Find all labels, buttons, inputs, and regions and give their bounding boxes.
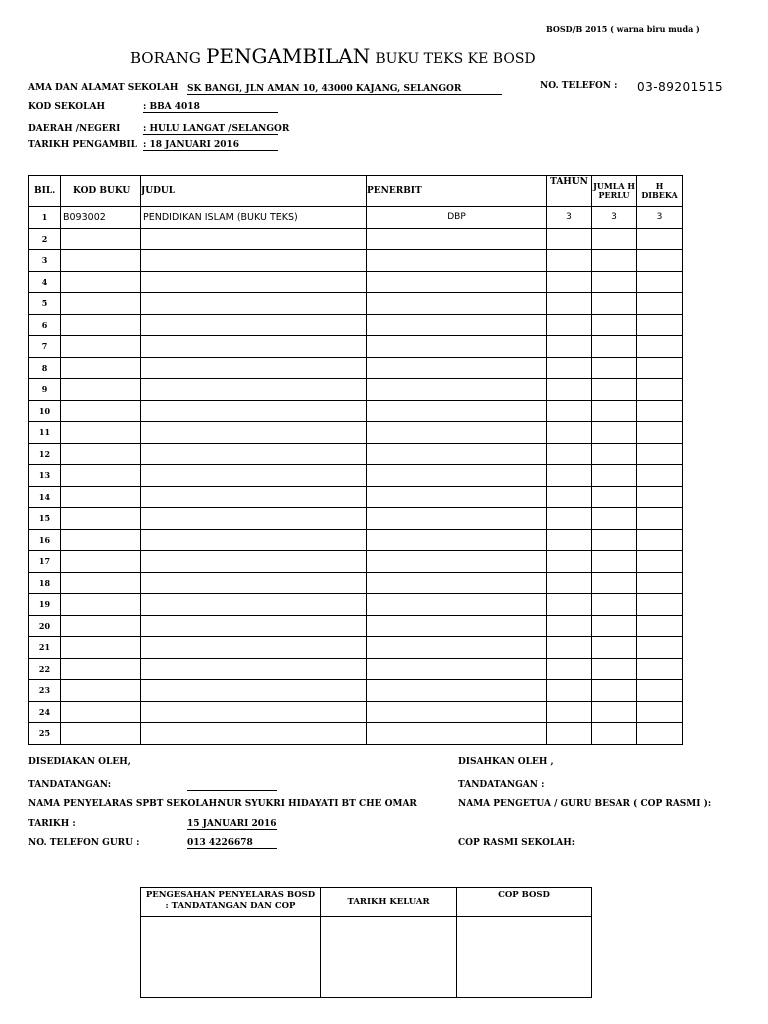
cell-judul — [141, 250, 367, 272]
cell-perlu — [592, 250, 637, 272]
tarikh-label: TARIKH : — [28, 819, 76, 829]
cell-judul — [141, 400, 367, 422]
school-value: SK BANGI, JLN AMAN 10, 43000 KAJANG, SELANGOR — [187, 84, 502, 95]
title-prefix: BORANG — [130, 49, 201, 67]
cell-judul — [141, 615, 367, 637]
cell-kod — [61, 357, 141, 379]
cell-tahun — [547, 422, 592, 444]
cell-dibekal — [637, 701, 683, 723]
cell-bil: 5 — [29, 293, 61, 315]
cell-tahun — [547, 658, 592, 680]
bosd-col-date: TARIKH KELUAR — [321, 888, 457, 917]
cell-kod — [61, 314, 141, 336]
cell-penerbit — [367, 357, 547, 379]
cell-tahun — [547, 336, 592, 358]
cell-perlu — [592, 486, 637, 508]
cell-bil: 23 — [29, 680, 61, 702]
col-tahun: TAHUN — [547, 176, 592, 207]
approved-label: DISAHKAN OLEH , — [458, 757, 554, 767]
cell-kod — [61, 615, 141, 637]
cell-bil: 1 — [29, 207, 61, 229]
district-label: DAERAH /NEGERI — [28, 124, 121, 134]
cell-dibekal — [637, 293, 683, 315]
cell-bil: 4 — [29, 271, 61, 293]
col-judul: JUDUL — [141, 176, 367, 207]
cell-tahun — [547, 508, 592, 530]
cell-kod — [61, 701, 141, 723]
cell-perlu — [592, 701, 637, 723]
book-table — [28, 175, 683, 745]
cell-perlu — [592, 271, 637, 293]
cell-judul: PENDIDIKAN ISLAM (BUKU TEKS) — [141, 207, 367, 229]
cell-bil: 22 — [29, 658, 61, 680]
cell-bil: 3 — [29, 250, 61, 272]
cell-perlu — [592, 637, 637, 659]
cell-tahun — [547, 615, 592, 637]
cell-kod — [61, 443, 141, 465]
bosd-cell-verify — [141, 917, 321, 998]
table-row — [29, 723, 683, 745]
table-row — [29, 508, 683, 530]
cell-tahun — [547, 723, 592, 745]
cell-perlu — [592, 508, 637, 530]
cell-kod — [61, 271, 141, 293]
cell-dibekal — [637, 271, 683, 293]
tel-label: NO. TELEFON GURU : — [28, 838, 140, 848]
school-label: AMA DAN ALAMAT SEKOLAH — [28, 83, 179, 93]
cell-tahun — [547, 293, 592, 315]
code-value: : BBA 4018 — [143, 102, 278, 113]
prepared-label: DISEDIAKAN OLEH, — [28, 757, 131, 767]
cell-judul — [141, 314, 367, 336]
table-row — [29, 314, 683, 336]
cell-perlu — [592, 594, 637, 616]
date-value: : 18 JANUARI 2016 — [143, 140, 278, 151]
cell-perlu — [592, 336, 637, 358]
cell-tahun — [547, 271, 592, 293]
bosd-body-row — [141, 917, 592, 998]
cell-dibekal — [637, 400, 683, 422]
table-row — [29, 486, 683, 508]
cell-judul — [141, 486, 367, 508]
cell-perlu — [592, 228, 637, 250]
cell-penerbit — [367, 723, 547, 745]
cell-bil: 25 — [29, 723, 61, 745]
cell-tahun — [547, 357, 592, 379]
cell-kod — [61, 465, 141, 487]
cell-kod — [61, 400, 141, 422]
cell-penerbit — [367, 637, 547, 659]
table-row — [29, 357, 683, 379]
cell-dibekal — [637, 357, 683, 379]
table-row — [29, 680, 683, 702]
cell-judul — [141, 228, 367, 250]
col-bil: BIL. — [29, 176, 61, 207]
coord-value: NUR SYUKRI HIDAYATI BT CHE OMAR — [218, 799, 417, 809]
cell-judul — [141, 508, 367, 530]
cell-bil: 10 — [29, 400, 61, 422]
cell-kod — [61, 680, 141, 702]
cell-penerbit — [367, 400, 547, 422]
phone-value: 03-89201515 — [637, 80, 724, 94]
cell-bil: 20 — [29, 615, 61, 637]
sign-line — [187, 790, 277, 791]
col-kod: KOD BUKU — [61, 176, 141, 207]
cell-tahun — [547, 228, 592, 250]
cell-perlu — [592, 357, 637, 379]
table-row — [29, 572, 683, 594]
cell-penerbit — [367, 293, 547, 315]
col-penerbit: PENERBIT — [367, 176, 547, 207]
cell-dibekal — [637, 637, 683, 659]
cell-bil: 7 — [29, 336, 61, 358]
table-row — [29, 250, 683, 272]
cell-perlu — [592, 723, 637, 745]
cell-kod — [61, 637, 141, 659]
table-row — [29, 207, 683, 229]
cell-perlu — [592, 400, 637, 422]
bosd-col-verify: PENGESAHAN PENYELARAS BOSD : TANDATANGAN DAN COP — [141, 888, 321, 917]
cell-bil: 16 — [29, 529, 61, 551]
cell-penerbit — [367, 701, 547, 723]
table-row — [29, 228, 683, 250]
cell-bil: 6 — [29, 314, 61, 336]
table-row — [29, 422, 683, 444]
cell-dibekal: 3 — [637, 207, 683, 229]
cell-dibekal — [637, 336, 683, 358]
cell-judul — [141, 723, 367, 745]
cell-bil: 13 — [29, 465, 61, 487]
cell-kod — [61, 422, 141, 444]
cell-penerbit — [367, 572, 547, 594]
cell-penerbit — [367, 615, 547, 637]
cell-bil: 15 — [29, 508, 61, 530]
bosd-cell-date — [321, 917, 457, 998]
cell-penerbit — [367, 508, 547, 530]
cell-dibekal — [637, 594, 683, 616]
cell-judul — [141, 701, 367, 723]
cell-bil: 8 — [29, 357, 61, 379]
cell-bil: 24 — [29, 701, 61, 723]
district-value: : HULU LANGAT /SELANGOR — [143, 124, 290, 134]
form-code: BOSD/B 2015 ( warna biru muda ) — [546, 24, 700, 34]
cell-tahun — [547, 400, 592, 422]
cell-bil: 18 — [29, 572, 61, 594]
cell-perlu — [592, 529, 637, 551]
cell-dibekal — [637, 314, 683, 336]
cell-dibekal — [637, 658, 683, 680]
phone-label: NO. TELEFON : — [540, 81, 618, 91]
cell-penerbit — [367, 271, 547, 293]
cell-tahun — [547, 594, 592, 616]
cell-perlu — [592, 680, 637, 702]
cell-judul — [141, 443, 367, 465]
cell-judul — [141, 594, 367, 616]
cell-dibekal — [637, 723, 683, 745]
cell-tahun — [547, 314, 592, 336]
cell-kod — [61, 486, 141, 508]
table-header-row — [29, 176, 683, 207]
cell-penerbit — [367, 658, 547, 680]
cell-kod — [61, 250, 141, 272]
cell-penerbit — [367, 594, 547, 616]
cell-dibekal — [637, 551, 683, 573]
cell-kod — [61, 336, 141, 358]
cell-judul — [141, 551, 367, 573]
tel-value: 013 4226678 — [187, 838, 277, 849]
title-main: PENGAMBILAN — [205, 44, 371, 68]
sign2-label: TANDATANGAN : — [458, 780, 545, 790]
table-row — [29, 443, 683, 465]
cell-kod — [61, 723, 141, 745]
bosd-col-stamp: COP BOSD — [457, 888, 592, 917]
cell-penerbit — [367, 443, 547, 465]
cell-kod — [61, 529, 141, 551]
cell-penerbit: DBP — [367, 207, 547, 229]
cell-tahun — [547, 680, 592, 702]
cell-tahun — [547, 465, 592, 487]
cell-bil: 17 — [29, 551, 61, 573]
cell-judul — [141, 572, 367, 594]
cell-penerbit — [367, 250, 547, 272]
cell-dibekal — [637, 379, 683, 401]
table-row — [29, 529, 683, 551]
cell-perlu — [592, 379, 637, 401]
cell-perlu — [592, 465, 637, 487]
table-row — [29, 336, 683, 358]
cell-bil: 11 — [29, 422, 61, 444]
cell-judul — [141, 357, 367, 379]
cell-dibekal — [637, 422, 683, 444]
tarikh-value: 15 JANUARI 2016 — [187, 819, 277, 829]
cell-perlu — [592, 572, 637, 594]
cell-penerbit — [367, 228, 547, 250]
page-title — [130, 44, 536, 68]
sign-label: TANDATANGAN: — [28, 780, 112, 790]
cell-bil: 2 — [29, 228, 61, 250]
table-row — [29, 701, 683, 723]
cell-perlu — [592, 422, 637, 444]
cell-kod: B093002 — [61, 207, 141, 229]
cell-penerbit — [367, 422, 547, 444]
cell-judul — [141, 529, 367, 551]
code-label: KOD SEKOLAH — [28, 102, 105, 112]
cell-penerbit — [367, 314, 547, 336]
cell-tahun — [547, 551, 592, 573]
cell-perlu — [592, 551, 637, 573]
bosd-cell-stamp — [457, 917, 592, 998]
table-row — [29, 271, 683, 293]
cell-bil: 14 — [29, 486, 61, 508]
cell-tahun — [547, 637, 592, 659]
cell-kod — [61, 508, 141, 530]
title-suffix: BUKU TEKS KE BOSD — [375, 51, 536, 67]
cell-perlu — [592, 443, 637, 465]
cell-tahun — [547, 486, 592, 508]
cell-dibekal — [637, 486, 683, 508]
cell-penerbit — [367, 379, 547, 401]
cell-penerbit — [367, 680, 547, 702]
cell-penerbit — [367, 336, 547, 358]
bosd-table — [140, 887, 592, 998]
date-label: TARIKH PENGAMBIL — [28, 140, 137, 150]
cell-dibekal — [637, 443, 683, 465]
cell-tahun — [547, 572, 592, 594]
cell-perlu — [592, 314, 637, 336]
cell-kod — [61, 379, 141, 401]
table-row — [29, 551, 683, 573]
cell-kod — [61, 572, 141, 594]
table-row — [29, 379, 683, 401]
cell-kod — [61, 658, 141, 680]
cell-tahun: 3 — [547, 207, 592, 229]
table-row — [29, 637, 683, 659]
cell-judul — [141, 271, 367, 293]
col-dibekal: H DIBEKA — [637, 176, 683, 207]
cell-dibekal — [637, 572, 683, 594]
cell-dibekal — [637, 615, 683, 637]
cell-kod — [61, 228, 141, 250]
cell-judul — [141, 658, 367, 680]
cell-judul — [141, 465, 367, 487]
cell-kod — [61, 594, 141, 616]
cell-judul — [141, 637, 367, 659]
cell-dibekal — [637, 228, 683, 250]
cell-dibekal — [637, 508, 683, 530]
cell-dibekal — [637, 529, 683, 551]
cop-label: COP RASMI SEKOLAH: — [458, 838, 576, 848]
cell-perlu — [592, 615, 637, 637]
table-row — [29, 658, 683, 680]
cell-bil: 19 — [29, 594, 61, 616]
cell-judul — [141, 422, 367, 444]
table-row — [29, 293, 683, 315]
cell-tahun — [547, 443, 592, 465]
table-row — [29, 615, 683, 637]
table-row — [29, 594, 683, 616]
cell-penerbit — [367, 529, 547, 551]
cell-perlu — [592, 293, 637, 315]
cell-kod — [61, 293, 141, 315]
cell-dibekal — [637, 250, 683, 272]
cell-kod — [61, 551, 141, 573]
cell-tahun — [547, 250, 592, 272]
col-perlu: JUMLA H PERLU — [592, 176, 637, 207]
cell-perlu — [592, 658, 637, 680]
table-row — [29, 400, 683, 422]
head-label: NAMA PENGETUA / GURU BESAR ( COP RASMI ): — [458, 799, 712, 809]
cell-bil: 9 — [29, 379, 61, 401]
cell-judul — [141, 680, 367, 702]
cell-bil: 12 — [29, 443, 61, 465]
cell-judul — [141, 336, 367, 358]
table-row — [29, 465, 683, 487]
cell-dibekal — [637, 680, 683, 702]
cell-tahun — [547, 529, 592, 551]
cell-penerbit — [367, 486, 547, 508]
cell-bil: 21 — [29, 637, 61, 659]
coord-label: NAMA PENYELARAS SPBT SEKOLAH: — [28, 799, 221, 809]
cell-tahun — [547, 701, 592, 723]
cell-tahun — [547, 379, 592, 401]
cell-perlu: 3 — [592, 207, 637, 229]
cell-judul — [141, 293, 367, 315]
bosd-header-row — [141, 888, 592, 917]
cell-dibekal — [637, 465, 683, 487]
cell-penerbit — [367, 465, 547, 487]
cell-judul — [141, 379, 367, 401]
cell-penerbit — [367, 551, 547, 573]
